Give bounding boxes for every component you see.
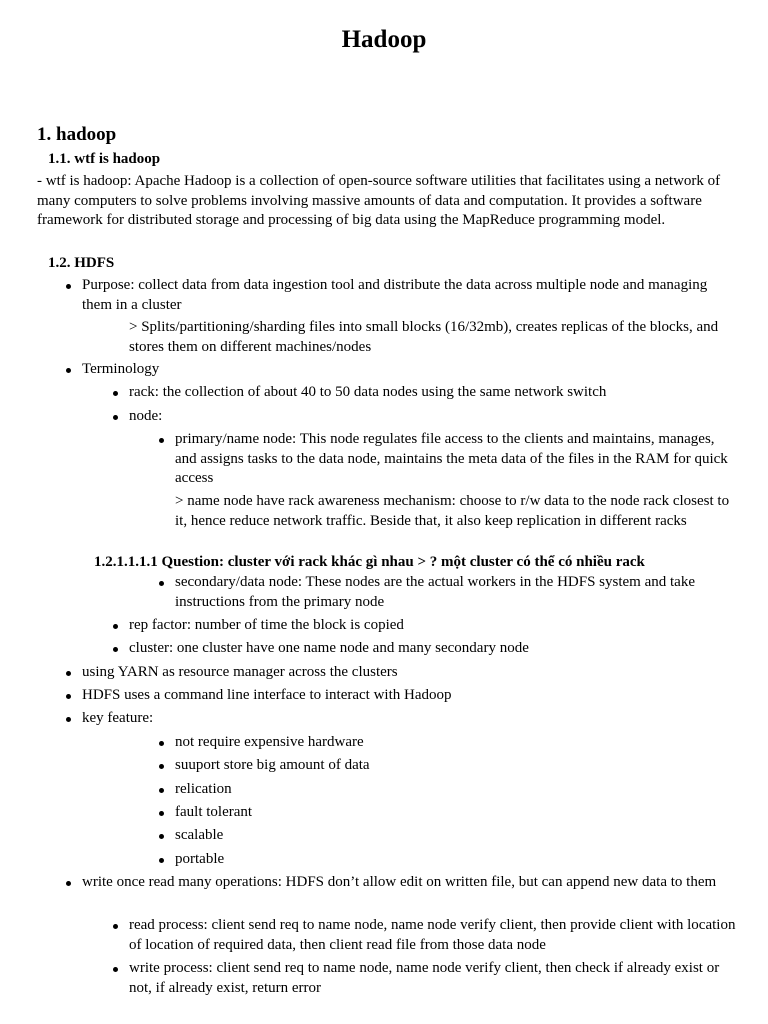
list-item-primary-node: primary/name node: This node regulates file access to the clients and maintains, manages, and assigns tasks to the data node, maintains the meta data of the files in the RAM for quick access: [175, 430, 735, 489]
list-item-rack: rack: the collection of about 40 to 50 data nodes using the same network switch: [129, 383, 739, 403]
list-item-write-once-read-many: write once read many operations: HDFS don’t allow edit on written file, but can append new data to them: [82, 873, 732, 893]
bullet-icon: [159, 581, 164, 586]
bullet-icon: [159, 788, 164, 793]
list-item-secondary-node: secondary/data node: These nodes are the actual workers in the HDFS system and take instructions from the primary node: [175, 573, 735, 612]
list-item-node: node:: [129, 407, 739, 427]
bullet-icon: [66, 717, 71, 722]
bullet-icon: [113, 967, 118, 972]
feature-item: suuport store big amount of data: [175, 756, 735, 776]
subsection-heading-wtf-is-hadoop: 1.1. wtf is hadoop: [48, 151, 161, 167]
subsection-heading-hdfs: 1.2. HDFS: [48, 255, 115, 271]
bullet-icon: [66, 694, 71, 699]
feature-item: fault tolerant: [175, 803, 735, 823]
bullet-icon: [159, 811, 164, 816]
bullet-icon: [66, 368, 71, 373]
feature-item: not require expensive hardware: [175, 733, 735, 753]
list-item-terminology: Terminology: [82, 360, 732, 380]
purpose-note: > Splits/partitioning/sharding files into small blocks (16/32mb), creates replicas of the blocks, and stores them on different machines/nodes: [129, 319, 719, 355]
bullet-icon: [66, 284, 71, 289]
feature-item: portable: [175, 850, 735, 870]
list-item-cluster: cluster: one cluster have one name node and many secondary node: [129, 639, 739, 659]
primary-node-note: > name node have rack awareness mechanism: choose to r/w data to the node rack closest to it, hence reduce network traffic. Beside that, it also keep replication in different racks: [175, 493, 730, 529]
bullet-icon: [159, 741, 164, 746]
list-item-cli: HDFS uses a command line interface to interact with Hadoop: [82, 686, 732, 706]
list-item-write-process: write process: client send req to name node, name node verify client, then check if already exist or not, if already exist, return error: [129, 959, 739, 998]
bullet-icon: [113, 415, 118, 420]
question-heading: 1.2.1.1.1.1 Question: cluster với rack khác gì nhau > ? một cluster có thể có nhiều rack: [94, 554, 645, 570]
document-title: Hadoop: [341, 26, 427, 53]
bullet-icon: [113, 924, 118, 929]
bullet-icon: [159, 438, 164, 443]
bullet-icon: [113, 624, 118, 629]
feature-item: relication: [175, 780, 735, 800]
bullet-icon: [113, 647, 118, 652]
section-heading-hadoop: 1. hadoop: [37, 124, 117, 145]
hadoop-definition-paragraph: - wtf is hadoop: Apache Hadoop is a collection of open-source software utilities that facilitates using a network of many computers to solve problems involving massive amounts of data and computation. It provides a software framework for distributed storage and processing of big data using the MapReduce programming model.: [37, 173, 721, 228]
list-item-rep-factor: rep factor: number of time the block is copied: [129, 616, 739, 636]
feature-item: scalable: [175, 826, 735, 846]
list-item-purpose: Purpose: collect data from data ingestion tool and distribute the data across multiple node and managing them in a cluster: [82, 276, 732, 315]
bullet-icon: [159, 858, 164, 863]
bullet-icon: [113, 391, 118, 396]
list-item-yarn: using YARN as resource manager across the clusters: [82, 663, 732, 683]
list-item-key-feature: key feature:: [82, 709, 732, 729]
bullet-icon: [66, 881, 71, 886]
list-item-read-process: read process: client send req to name node, name node verify client, then provide client with location of location of required data, then client read file from those data node: [129, 916, 739, 955]
bullet-icon: [66, 671, 71, 676]
bullet-icon: [159, 764, 164, 769]
bullet-icon: [159, 834, 164, 839]
